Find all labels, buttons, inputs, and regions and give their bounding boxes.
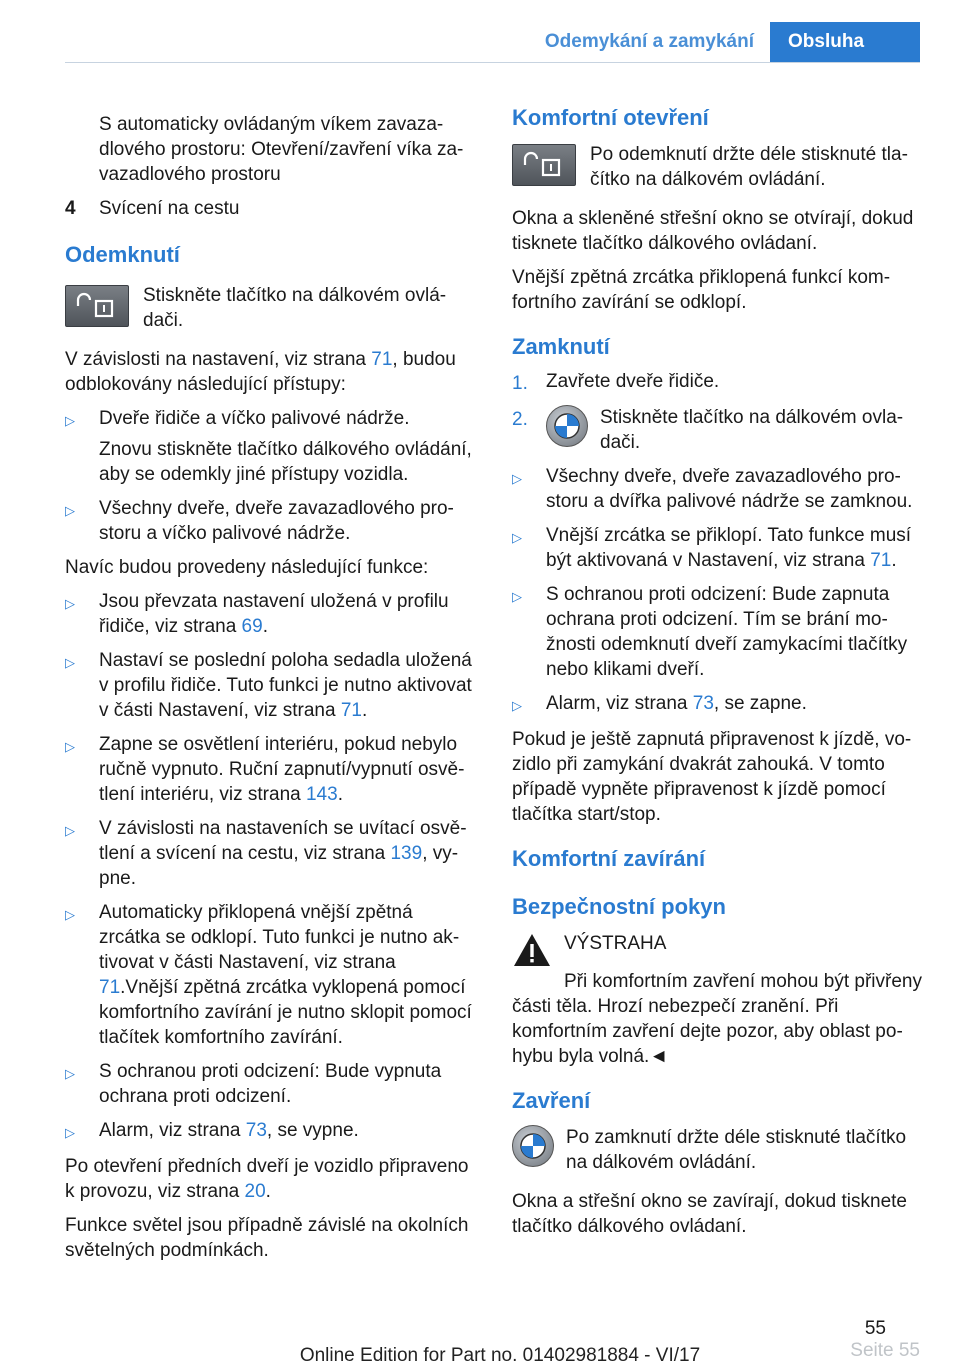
list-item-4 xyxy=(65,196,475,221)
bullet-icon: ▷ xyxy=(65,596,75,611)
section-title: Odemykání a zamykání xyxy=(544,31,754,52)
list-item: ▷ Zapne se osvětlení interiéru, pokud nebylo ručně vypnuto. Ruční zapnutí/vypnutí osvětlení interiéru, viz strana 143. xyxy=(65,734,465,805)
unlock-key-icon xyxy=(512,144,576,186)
page-link[interactable]: 143 xyxy=(305,784,338,805)
unlock-key-icon xyxy=(65,285,129,327)
page-link[interactable]: 71 xyxy=(371,349,393,370)
watermark: Seite 55 xyxy=(850,1340,920,1361)
warning-title: VÝSTRAHA xyxy=(564,933,667,954)
list-item: ▷ Alarm, viz strana 73, se zapne. xyxy=(512,691,928,718)
list-item: ▷ Alarm, viz strana 73, se vypne. xyxy=(65,1118,475,1145)
page-link[interactable]: 69 xyxy=(241,616,263,637)
edition-note: Online Edition for Part no. 01402981884 - VI/17 xyxy=(299,1345,701,1366)
heading-unlock: Odemknutí xyxy=(65,242,180,267)
page-link[interactable]: 71 xyxy=(99,977,121,998)
warning-text: Při komfortním zavření mohou být přivřeny části těla. Hrozí nebezpečí zranění. Při komfortním zavření dejte pozor, aby oblast pohybu byla volná.◄ xyxy=(512,971,922,1067)
list-item: ▷ S ochranou proti odcizení: Bude zapnuta ochrana proti odcizení. Tím se brání možnosti odemknutí dveří zamykacími tlačítky nebo klikami dveří. xyxy=(512,584,908,680)
heading-comfort-open: Komfortní otevření xyxy=(512,105,709,130)
unlock-icon-text: Stiskněte tlačítko na dálkovém ovládači. xyxy=(143,285,447,331)
warning-block xyxy=(512,931,928,969)
item-number: 4 xyxy=(65,198,76,219)
bmw-key-icon xyxy=(546,405,588,447)
bullet-icon: ▷ xyxy=(65,1125,75,1140)
bullet-icon: ▷ xyxy=(65,823,75,838)
paragraph: Okna a střešní okno se zavírají, dokud tisknete tlačítko dálkového ovládaní. xyxy=(512,1191,907,1237)
numbered-item: 1. Zavřete dveře řidiče. xyxy=(512,371,720,394)
heading-comfort-close: Komfortní zavírání xyxy=(512,846,706,871)
list-item: ▷ Všechny dveře, dveře zavazadlového prostoru a víčko palivové nádrže. xyxy=(65,498,454,544)
bullet-icon: ▷ xyxy=(65,655,75,670)
paragraph: Vnější zpětná zrcátka přiklopená funkcí komfortního zavírání se odklopí. xyxy=(512,267,891,313)
bmw-key-icon xyxy=(512,1125,554,1167)
step-number: 1. xyxy=(512,373,528,394)
page-link[interactable]: 139 xyxy=(390,843,423,864)
paragraph: Pokud je ještě zapnutá připravenost k jízdě, vozidlo při zamykání dvakrát zahouká. V tomto případě vypněte připravenost k jízdě pomocí tlačítka start/stop. xyxy=(512,729,912,825)
bullet-icon: ▷ xyxy=(512,698,522,713)
list-item: ▷ Jsou převzata nastavení uložená v profilu řidiče, viz strana 69. xyxy=(65,591,449,637)
unlock-instruction xyxy=(65,283,475,333)
list-item: ▷ V závislosti na nastaveních se uvítací osvětlení a svícení na cestu, viz strana 139, vypne. xyxy=(65,818,467,889)
list-item: ▷ S ochranou proti odcizení: Bude vypnuta ochrana proti odcizení. xyxy=(65,1061,442,1107)
intro-text: S automaticky ovládaným víkem zavazadlového prostoru: Otevření/zavření víka zavazadlového prostoru xyxy=(99,114,464,185)
close-icon-text: Po zamknutí držte déle stisknuté tlačítko na dálkovém ovládání. xyxy=(566,1127,907,1173)
bullet-icon: ▷ xyxy=(512,530,522,545)
step-number: 2. xyxy=(512,409,528,430)
bullet-icon: ▷ xyxy=(512,471,522,486)
bullet-icon: ▷ xyxy=(65,413,75,428)
page-number: 55 xyxy=(864,1318,886,1339)
heading-lock: Zamknutí xyxy=(512,334,610,359)
left-column xyxy=(65,112,475,1272)
heading-safety: Bezpečnostní pokyn xyxy=(512,894,726,919)
right-column xyxy=(512,104,928,1248)
bullet-icon: ▷ xyxy=(65,1066,75,1081)
header-divider xyxy=(65,62,920,63)
paragraph: Funkce světel jsou případně závislé na okolních světelných podmínkách. xyxy=(65,1215,469,1261)
list-item: ▷ Vnější zrcátka se přiklopí. Tato funkce musí být aktivovaná v Nastavení, viz strana 71. xyxy=(512,525,912,571)
item-text: Svícení na cestu xyxy=(99,198,240,219)
chapter-tab[interactable]: Obsluha xyxy=(770,22,920,62)
bullet-icon: ▷ xyxy=(65,503,75,518)
warning-triangle-icon xyxy=(512,931,552,969)
comfort-open-icon-text: Po odemknutí držte déle stisknuté tlačítko na dálkovém ovládání. xyxy=(590,144,908,190)
page-link[interactable]: 71 xyxy=(340,700,362,721)
paragraph: Navíc budou provedeny následující funkce: xyxy=(65,557,429,578)
list-item: ▷ Všechny dveře, dveře zavazadlového prostoru a dvířka palivové nádrže se zamknou. xyxy=(512,466,913,512)
page-link[interactable]: 20 xyxy=(244,1181,266,1202)
close-instruction xyxy=(512,1125,928,1175)
numbered-item: 2. Stiskněte tlačítko na dálkovém ovladači. xyxy=(512,407,904,453)
bullet-icon: ▷ xyxy=(512,589,522,604)
list-item: ▷ Nastaví se poslední poloha sedadla uložená v profilu řidiče. Tuto funkci je nutno aktivovat v části Nastavení, viz strana 71. xyxy=(65,650,472,721)
page-link[interactable]: 73 xyxy=(692,693,714,714)
list-item: ▷ Automaticky přiklopená vnější zpětná zrcátka se odklopí. Tuto funkci je nutno aktivovat v části Nastavení, viz strana 71.Vnější zpětná zrcátka vyklopená pomocí komfortního zavírání je nutno sklopit pomocí tlačítek komfortního zavírání. xyxy=(65,902,472,1048)
paragraph: Po otevření předních dveří je vozidlo připraveno k provozu, viz strana 20. xyxy=(65,1156,469,1202)
page-header xyxy=(545,22,920,62)
paragraph: V závislosti na nastavení, viz strana 71, budou odblokovány následující přístupy: xyxy=(65,349,456,395)
paragraph: Okna a skleněné střešní okno se otvírají, dokud tisknete tlačítko dálkového ovládaní. xyxy=(512,208,914,254)
comfort-open-instruction xyxy=(512,142,928,192)
page-link[interactable]: 73 xyxy=(245,1120,267,1141)
list-item: ▷ Dveře řidiče a víčko palivové nádrže. Znovu stiskněte tlačítko dálkového ovládání, aby se odemkly jiné přístupy vozidla. xyxy=(65,408,472,485)
bullet-icon: ▷ xyxy=(65,907,75,922)
heading-close: Zavření xyxy=(512,1088,591,1113)
bullet-icon: ▷ xyxy=(65,739,75,754)
page-link[interactable]: 71 xyxy=(870,550,892,571)
